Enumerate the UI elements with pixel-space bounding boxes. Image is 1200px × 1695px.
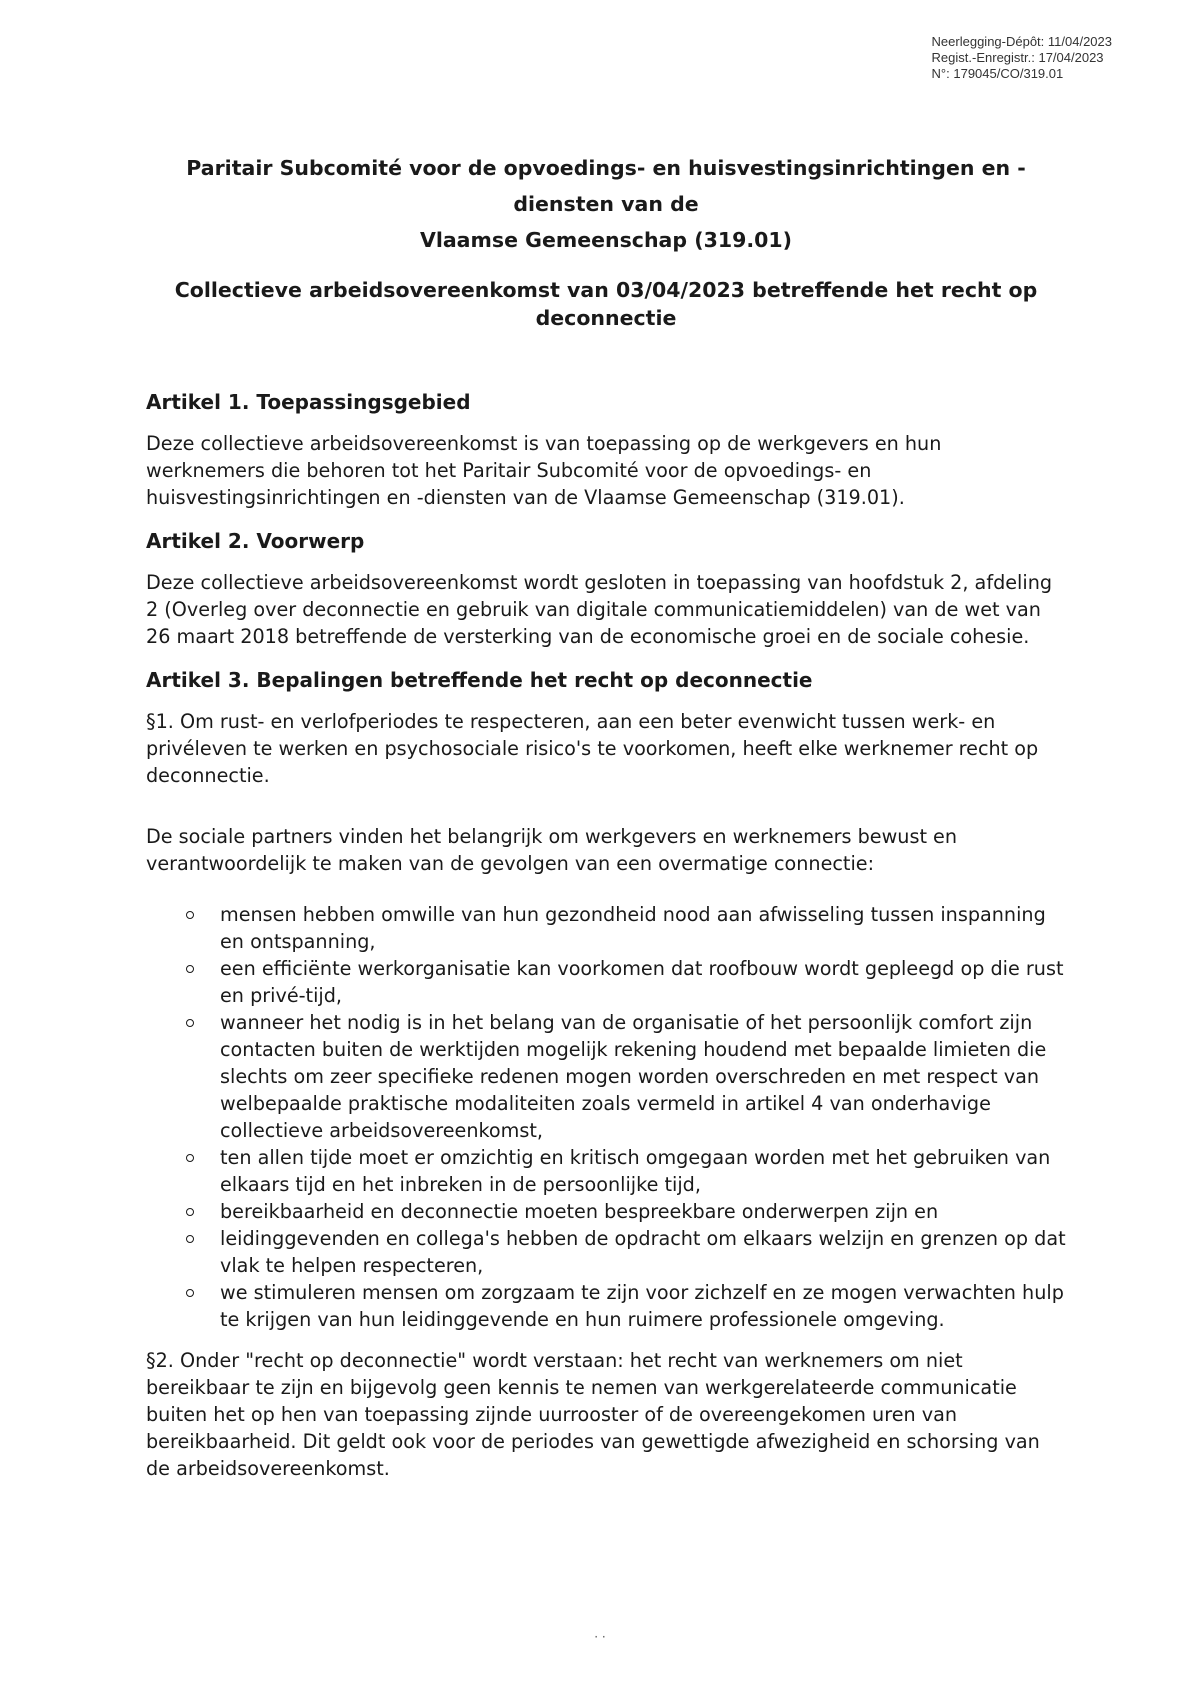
document-title-line-1: Paritair Subcomité voor de opvoedings- en huisvestingsinrichtingen en -diensten van de [186, 156, 1026, 216]
list-item [146, 901, 1066, 955]
bullet-icon [186, 1208, 194, 1216]
list-item-text: ten allen tijde moet er omzichtig en kritisch omgegaan worden met het gebruiken van elkaars tijd en het inbreken in de persoonlijke tijd, [220, 1146, 1051, 1196]
list-item-text: wanneer het nodig is in het belang van de organisatie of het persoonlijk comfort zijn contacten buiten de werktijden mogelijk rekening houdend met bepaalde limieten die slechts om zeer specifieke redenen mogen worden overschreden en met respect van welbepaalde praktische modaliteiten zoals vermeld in artikel 4 van onderhavige collectieve arbeidsovereenkomst, [220, 1011, 1047, 1142]
list-item-text: mensen hebben omwille van hun gezondheid nood aan afwisseling tussen inspanning en ontspanning, [220, 903, 1046, 953]
list-item-text: leidinggevenden en collega's hebben de opdracht om elkaars welzijn en grenzen op dat vlak te helpen respecteren, [220, 1227, 1066, 1277]
bullet-icon [186, 1019, 194, 1027]
bullet-icon [186, 965, 194, 973]
list-item-text: een efficiënte werkorganisatie kan voorkomen dat roofbouw wordt gepleegd op die rust en privé-tijd, [220, 957, 1064, 1007]
list-item [146, 1144, 1066, 1198]
article-3-paragraph-1: §1. Om rust- en verlofperiodes te respecteren, aan een beter evenwicht tussen werk- en privéleven te werken en psychosociale risico's te voorkomen, heeft elke werknemer recht op deconnectie. [146, 710, 1039, 787]
list-item [146, 1198, 1066, 1225]
registration-number: N°: 179045/CO/319.01 [931, 66, 1064, 81]
article-2-heading: Artikel 2. Voorwerp [146, 529, 365, 553]
list-item [146, 1225, 1066, 1279]
article-3-paragraph-3: §2. Onder "recht op deconnectie" wordt verstaan: het recht van werknemers om niet bereikbaar te zijn en bijgevolg geen kennis te nemen van werkgerelateerde communicatie buiten het op hen van toepassing zijnde uurrooster of de overeengekomen uren van bereikbaarheid. Dit geldt ook voor de periodes van gewettigde afwezigheid en schorsing van de arbeidsovereenkomst. [146, 1349, 1040, 1480]
list-item [146, 1009, 1066, 1144]
article-3-paragraph-2: De sociale partners vinden het belangrijk om werkgevers en werknemers bewust en verantwoordelijk te maken van de gevolgen van een overmatige connectie: [146, 825, 958, 875]
consequences-list [146, 901, 1066, 1333]
list-item-text: we stimuleren mensen om zorgzaam te zijn voor zichzelf en ze mogen verwachten hulp te krijgen van hun leidinggevende en hun ruimere professionele omgeving. [220, 1281, 1064, 1331]
document-title [146, 150, 1066, 258]
page-marker: · · [594, 1630, 606, 1644]
registration-date: Regist.-Enregistr.: 17/04/2023 [931, 50, 1104, 65]
list-item [146, 955, 1066, 1009]
article-1-text: Deze collectieve arbeidsovereenkomst is van toepassing op de werkgevers en hun werknemers die behoren tot het Paritair Subcomité voor de opvoedings- en huisvestingsinrichtingen en -diensten van de Vlaamse Gemeenschap (319.01). [146, 432, 942, 509]
article-1-heading: Artikel 1. Toepassingsgebied [146, 390, 471, 414]
bullet-icon [186, 911, 194, 919]
document-subtitle: Collectieve arbeidsovereenkomst van 03/04/2023 betreffende het recht op deconnectie [174, 278, 1038, 330]
document-body [146, 150, 1066, 1482]
bullet-icon [186, 1289, 194, 1297]
list-item [146, 1279, 1066, 1333]
article-2-text: Deze collectieve arbeidsovereenkomst wordt gesloten in toepassing van hoofdstuk 2, afdeling 2 (Overleg over deconnectie en gebruik van digitale communicatiemiddelen) van de wet van 26 maart 2018 betreffende de versterking van de economische groei en de sociale cohesie. [146, 571, 1053, 648]
bullet-icon [186, 1154, 194, 1162]
article-3-heading: Artikel 3. Bepalingen betreffende het recht op deconnectie [146, 668, 813, 692]
filing-stamp [932, 34, 1112, 82]
list-item-text: bereikbaarheid en deconnectie moeten bespreekbare onderwerpen zijn en [220, 1200, 939, 1223]
document-title-line-2: Vlaamse Gemeenschap (319.01) [419, 228, 793, 252]
filing-date: Neerlegging-Dépôt: 11/04/2023 [931, 34, 1112, 49]
bullet-icon [186, 1235, 194, 1243]
